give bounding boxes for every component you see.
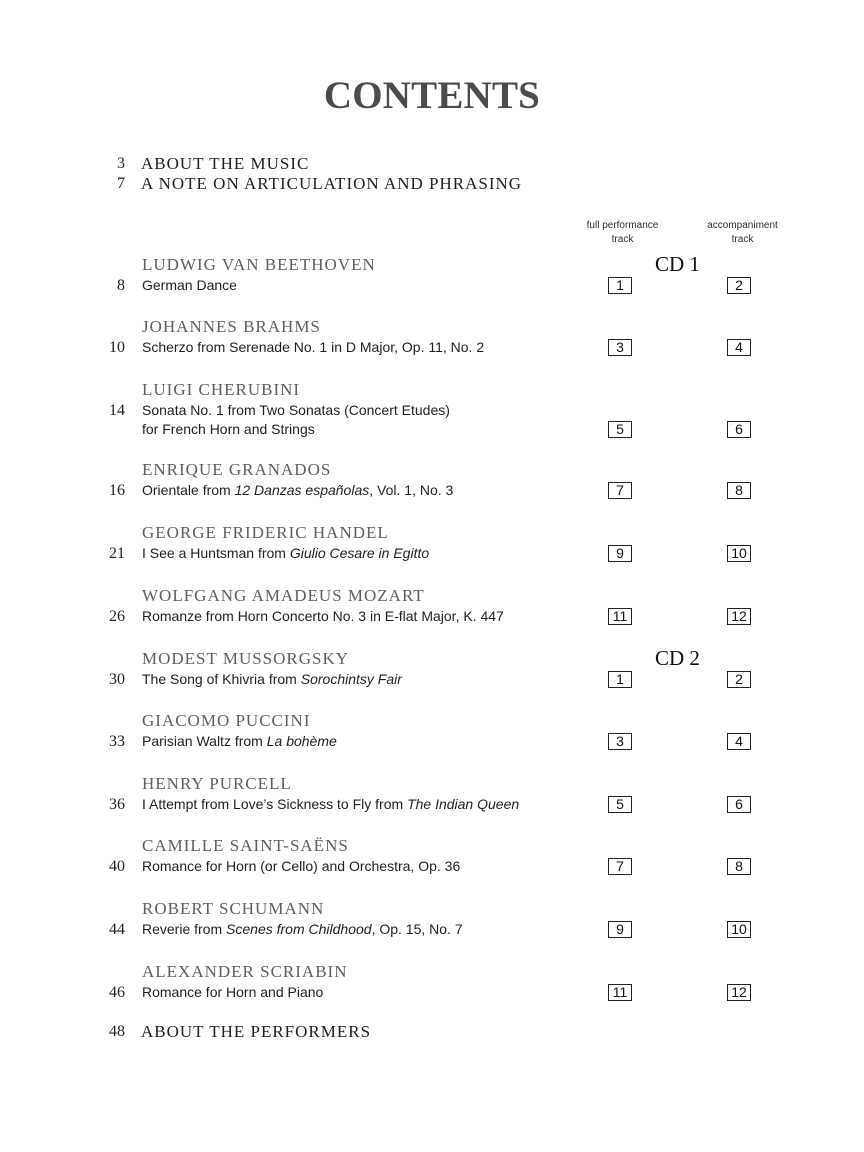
full-performance-track-header [575,219,670,247]
composer-name: ROBERT SCHUMANN [142,899,325,918]
intro-label: ABOUT THE MUSIC [141,154,310,173]
accompaniment-track-number: 4 [727,733,751,750]
accompaniment-track-number: 12 [727,984,751,1001]
work-title-text: German Dance [142,277,237,293]
full-performance-track-number: 7 [608,482,632,499]
work-title-line [142,796,519,812]
composer-name: LUIGI CHERUBINI [142,380,301,399]
full-performance-track-number: 11 [608,984,632,1001]
page-number: 26 [109,608,125,625]
work-title-text: Orientale from [142,482,235,498]
work-title-text: Romance for Horn and Piano [142,984,324,1000]
composer-name: GIACOMO PUCCINI [142,711,311,730]
work-title-line [142,858,460,874]
work-title-text: Reverie from [142,921,227,937]
composer-name: CAMILLE SAINT-SAËNS [142,836,349,855]
work-title-text: Romanze from Horn Concerto No. 3 in E-flat Major, K. 447 [142,608,504,624]
composer-name: GEORGE FRIDERIC HANDEL [142,523,389,542]
work-title-italic: Scenes from Childhood [226,921,372,937]
page-number: 21 [109,545,125,562]
composer-name: ALEXANDER SCRIABIN [142,962,348,981]
work-title-text: for French Horn and Strings [142,421,315,437]
page-number: 16 [109,482,125,499]
work-title-italic: 12 Danzas españolas [234,482,370,498]
cd2-label: CD 2 [655,646,700,670]
full-performance-track-number: 7 [608,858,632,875]
full-performance-track-number: 1 [608,277,632,294]
accompaniment-track-number: 6 [727,421,751,438]
full-performance-track-number: 3 [608,339,632,356]
page-title: CONTENTS [323,74,541,117]
full-performance-track-number: 9 [608,921,632,938]
intro-row [0,175,864,197]
page-number: 48 [109,1023,125,1040]
work-title-text: The Song of Khivria from [142,671,301,687]
work-title-italic: La bohème [266,733,337,749]
intro-label: A NOTE ON ARTICULATION AND PHRASING [141,174,523,193]
final-row [0,1022,864,1044]
page-number: 10 [109,339,125,356]
accompaniment-track-number: 6 [727,796,751,813]
page-number: 33 [109,733,125,750]
accompaniment-track-number: 8 [727,482,751,499]
work-title-italic: Sorochintsy Fair [300,671,402,687]
work-title-italic: Giulio Cesare in Egitto [289,545,430,561]
page-number: 8 [117,277,125,294]
page-number: 46 [109,984,125,1001]
full-header-line1: full performance [586,220,659,231]
accomp-header-line1: accompaniment [707,220,778,231]
page-number: 3 [117,155,125,172]
accomp-header-line2: track [731,234,754,245]
accompaniment-track-number: 12 [727,608,751,625]
work-title-line [142,733,337,749]
work-title-text: Parisian Waltz from [142,733,267,749]
composer-name: JOHANNES BRAHMS [142,317,321,336]
composer-name: MODEST MUSSORGSKY [142,649,350,668]
page-number: 40 [109,858,125,875]
full-performance-track-number: 11 [608,608,632,625]
full-performance-track-number: 5 [608,796,632,813]
work-title-text: Romance for Horn (or Cello) and Orchestra, Op. 36 [142,858,461,874]
cd1-label: CD 1 [655,252,700,276]
accompaniment-track-number: 2 [727,277,751,294]
work-title-line [142,482,453,498]
accompaniment-track-number: 8 [727,858,751,875]
page-number: 7 [117,175,125,192]
work-title-text: I See a Huntsman from [142,545,290,561]
accompaniment-track-number: 10 [727,921,751,938]
work-title-line [142,339,484,355]
full-performance-track-number: 5 [608,421,632,438]
work-title-line [142,421,315,437]
composer-name: LUDWIG VAN BEETHOVEN [142,255,376,274]
work-title-text: Scherzo from Serenade No. 1 in D Major, Op. 11, No. 2 [142,339,485,355]
accompaniment-track-header [695,219,790,247]
work-title-text: , Op. 15, No. 7 [371,921,463,937]
accompaniment-track-number: 2 [727,671,751,688]
composer-name: ENRIQUE GRANADOS [142,460,332,479]
work-title-line [142,671,402,687]
work-title-text: , Vol. 1, No. 3 [369,482,454,498]
work-title-line [142,921,463,937]
page-number: 14 [109,402,125,419]
full-performance-track-number: 3 [608,733,632,750]
page-number: 30 [109,671,125,688]
work-title-text: I Attempt from Love’s Sickness to Fly from [142,796,408,812]
full-header-line2: track [611,234,634,245]
full-performance-track-number: 1 [608,671,632,688]
work-title-line [142,277,237,293]
full-performance-track-number: 9 [608,545,632,562]
composer-name: HENRY PURCELL [142,774,292,793]
composer-name: WOLFGANG AMADEUS MOZART [142,586,425,605]
accompaniment-track-number: 10 [727,545,751,562]
work-title-italic: The Indian Queen [407,796,520,812]
page-number: 36 [109,796,125,813]
work-title-text: Sonata No. 1 from Two Sonatas (Concert Etudes) [142,402,450,418]
work-title-line [142,545,429,561]
page-number: 44 [109,921,125,938]
work-title-line [142,402,450,418]
final-label: ABOUT THE PERFORMERS [141,1022,372,1041]
work-title-line [142,608,504,624]
work-title-line [142,984,323,1000]
accompaniment-track-number: 4 [727,339,751,356]
